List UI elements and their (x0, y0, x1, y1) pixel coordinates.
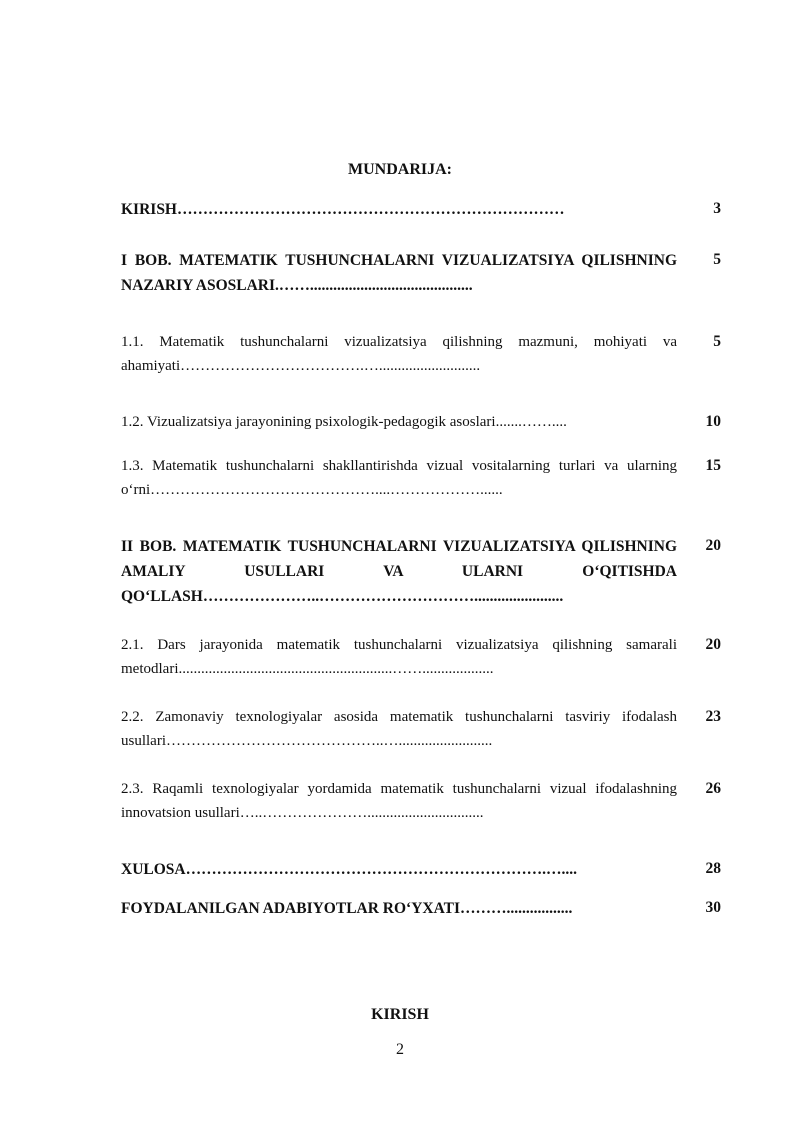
toc-entry-page: 28 (705, 860, 721, 877)
toc-entry-page: 20 (705, 537, 721, 554)
toc-entry (121, 777, 721, 825)
toc-entry-title: FOYDALANILGAN ADABIYOTLAR RO‘YXATI………................. (121, 900, 573, 917)
toc-entry-title: 2.2. Zamonaviy texnologiyalar asosida matematik tushunchalarni tasviriy ifodalash usullari……………………………………..…......................... (121, 709, 677, 749)
toc-entry-page: 3 (713, 200, 721, 217)
toc-entry (121, 410, 721, 434)
toc-entry-page: 5 (713, 333, 721, 350)
toc-entry (121, 705, 721, 753)
toc-entry (121, 197, 721, 222)
toc-entry-title: II BOB. MATEMATIK TUSHUNCHALARNI VIZUALIZATSIYA QILISHNING AMALIY USULLARI VA ULARNI O‘QITISHDA QO‘LLASH…………………..…………………………....................... (121, 538, 677, 605)
table-of-contents (121, 197, 721, 921)
toc-entry-title: 2.1. Dars jarayonida matematik tushunchalarni vizualizatsiya qilishning samarali metodlari.........................................................……................... (121, 637, 677, 677)
toc-entry (121, 454, 721, 502)
toc-entry-title: 2.3. Raqamli texnologiyalar yordamida matematik tushunchalarni vizual ifodalashning innovatsion usullari…..…………………............................... (121, 781, 677, 821)
toc-entry-page: 26 (705, 780, 721, 797)
toc-entry-title: 1.1. Matematik tushunchalarni vizualizatsiya qilishning mazmuni, mohiyati va ahamiyati……………………………….…........................... (121, 334, 677, 374)
toc-entry (121, 857, 721, 882)
toc-entry-title: KIRISH………………………………………………………………… (121, 201, 565, 218)
toc-entry-page: 5 (713, 251, 721, 268)
toc-title: MUNDARIJA: (348, 161, 452, 178)
toc-entry-title: 1.2. Vizualizatsiya jarayonining psixologik-pedagogik asoslari.......…….... (121, 414, 567, 430)
toc-entry (121, 248, 721, 298)
section-heading-kirish: KIRISH (371, 1006, 429, 1023)
toc-entry-title: XULOSA…………………………………………………………….….... (121, 861, 577, 878)
page-number: 2 (396, 1041, 404, 1058)
toc-entry-page: 30 (705, 899, 721, 916)
toc-entry-page: 15 (705, 457, 721, 474)
toc-entry-page: 10 (705, 413, 721, 430)
toc-entry (121, 534, 721, 609)
toc-entry (121, 896, 721, 921)
toc-entry-page: 20 (705, 636, 721, 653)
toc-entry-title: 1.3. Matematik tushunchalarni shakllantirishda vizual vositalarning turlari va ularning o‘rni………………………………………....………………...... (121, 458, 677, 498)
toc-entry (121, 330, 721, 378)
toc-entry (121, 633, 721, 681)
toc-entry-page: 23 (705, 708, 721, 725)
toc-entry-title: I BOB. MATEMATIK TUSHUNCHALARNI VIZUALIZATSIYA QILISHNING NAZARIY ASOSLARI.…….......................................... (121, 252, 677, 294)
